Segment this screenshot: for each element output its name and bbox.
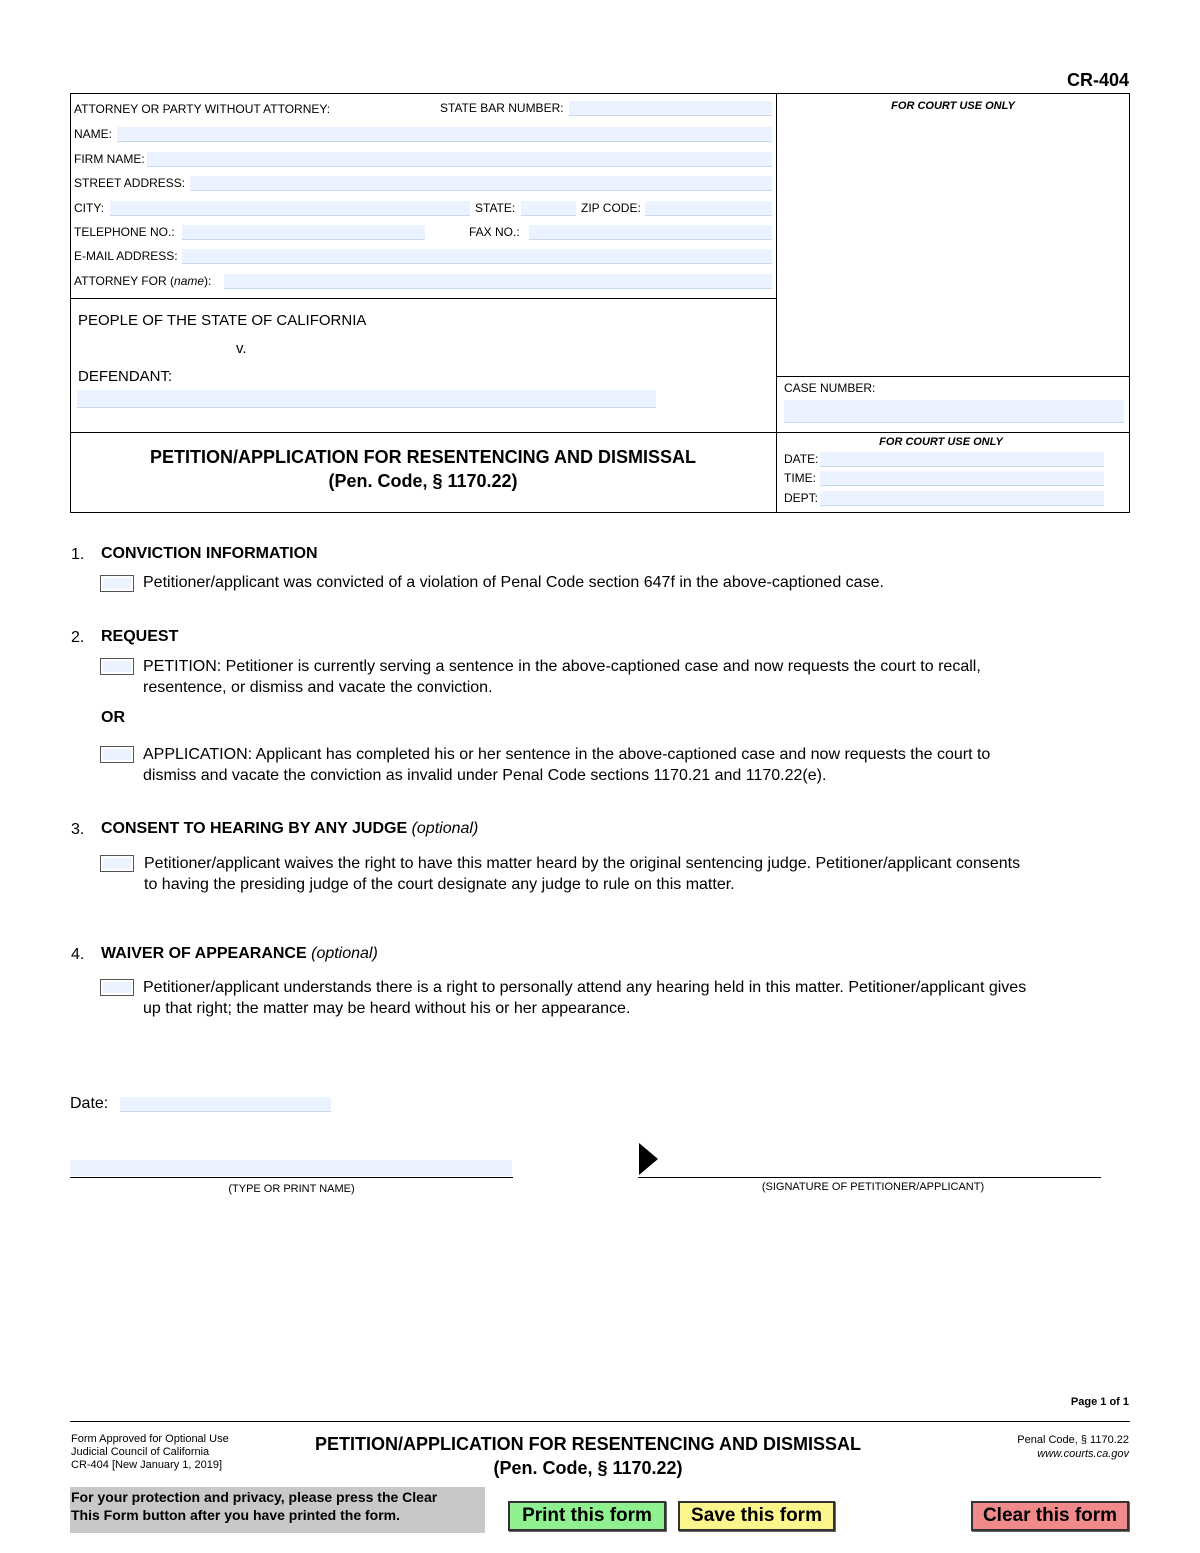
privacy-notice-line2: This Form button after you have printed the form. [71,1507,401,1523]
footer-left-info [71,1433,229,1472]
application-text-line2: dismiss and vacate the conviction as invalid under Penal Code sections 1170.21 and 1170.22(e). [143,767,827,784]
court-use-only-label-2: FOR COURT USE ONLY [879,436,1003,448]
form-number: CR-404 [1066,70,1129,90]
print-name-caption: (TYPE OR PRINT NAME) [228,1183,355,1195]
item4-title-text: WAIVER OF APPEARANCE [101,945,307,962]
item2-number: 2. [71,629,85,646]
state-label: STATE: [475,201,516,215]
attorney-bottom-rule [70,298,777,299]
privacy-notice-line1: For your protection and privacy, please press the Clear [71,1489,438,1505]
footer-title-line2: (Pen. Code, § 1170.22) [493,1458,683,1478]
application-text [143,744,990,786]
footer-right-line1: Penal Code, § 1170.22 [1017,1434,1129,1446]
footer-right-info [1017,1433,1129,1461]
item4-checkbox[interactable] [100,979,134,996]
firm-field[interactable] [147,152,772,167]
item4-text-line2: up that right; the matter may be heard without his or her appearance. [143,1000,631,1017]
case-number-field[interactable] [784,400,1124,423]
clear-form-button[interactable]: Clear this form [971,1501,1129,1531]
item3-title-text: CONSENT TO HEARING BY ANY JUDGE [101,820,408,837]
item1-text: Petitioner/applicant was convicted of a violation of Penal Code section 647f in the above-captioned case. [143,574,884,591]
hearing-dept-label: DEPT: [784,491,819,505]
item3-title [101,820,478,838]
footer-left-line2: Judicial Council of California [71,1446,210,1458]
title-top-rule [70,432,1130,433]
firm-label: FIRM NAME: [74,152,145,166]
attorney-for-suffix: ): [204,274,212,288]
item3-number: 3. [71,821,85,838]
hearing-dept-field[interactable] [820,491,1104,506]
hearing-date-field[interactable] [820,452,1104,467]
petition-text-line1: PETITION: Petitioner is currently serving a sentence in the above-captioned case and now requests the court to recall, [143,658,981,675]
or-label: OR [101,709,125,726]
versus-label: v. [236,340,247,357]
item1-checkbox[interactable] [100,575,134,592]
petition-text-line2: resentence, or dismiss and vacate the conviction. [143,679,493,696]
hearing-time-label: TIME: [784,471,816,485]
item3-optional: (optional) [411,820,479,837]
footer-left-line1: Form Approved for Optional Use [71,1433,229,1445]
item1-number: 1. [71,546,85,563]
application-text-line1: APPLICATION: Applicant has completed his or her sentence in the above-captioned case and now requests the court to [143,746,991,763]
court-use-only-label: FOR COURT USE ONLY [891,100,1015,112]
state-bar-label: STATE BAR NUMBER: [440,101,564,115]
attorney-for-name-italic: name [174,274,205,288]
save-form-button[interactable]: Save this form [678,1501,835,1531]
street-field[interactable] [190,176,772,191]
page-number: Page 1 of 1 [1070,1396,1129,1408]
attorney-label: ATTORNEY OR PARTY WITHOUT ATTORNEY: [74,102,331,116]
footer-left-line3: CR-404 [New January 1, 2019] [71,1459,223,1471]
signature-caption: (SIGNATURE OF PETITIONER/APPLICANT) [761,1181,985,1193]
defendant-label: DEFENDANT: [78,368,173,385]
print-name-rule [70,1177,513,1178]
caption-vertical-divider [776,93,777,513]
telephone-label: TELEPHONE NO.: [74,225,175,239]
footer-right-line2: www.courts.ca.gov [1037,1448,1129,1460]
print-form-button[interactable]: Print this form [508,1501,666,1531]
petition-text [143,656,981,698]
footer-title [250,1432,926,1480]
item4-number: 4. [71,946,85,963]
case-number-label: CASE NUMBER: [784,381,876,395]
footer-title-line1: PETITION/APPLICATION FOR RESENTENCING AND DISMISSAL [314,1434,862,1454]
item4-title [101,945,378,963]
attorney-for-prefix: ATTORNEY FOR ( [74,274,175,288]
item2-title: REQUEST [101,628,179,645]
item3-text-line1: Petitioner/applicant waives the right to have this matter heard by the original sentencing judge. Petitioner/applicant consents [144,855,1021,872]
item1-title: CONVICTION INFORMATION [101,545,318,562]
name-label: NAME: [74,127,113,141]
case-number-top-rule [776,376,1130,377]
street-label: STREET ADDRESS: [74,176,186,190]
print-name-field[interactable] [70,1160,512,1176]
city-label: CITY: [74,201,105,215]
signature-date-label: Date: [70,1095,109,1112]
attorney-for-label [74,274,211,288]
form-title-line1: PETITION/APPLICATION FOR RESENTENCING AND DISMISSAL [149,447,697,467]
defendant-field[interactable] [77,390,656,408]
privacy-notice [70,1487,485,1533]
item3-checkbox[interactable] [100,855,134,872]
application-checkbox[interactable] [100,746,134,763]
signature-rule [638,1177,1101,1178]
signature-date-field[interactable] [120,1097,331,1112]
city-field[interactable] [110,201,470,216]
hearing-date-label: DATE: [784,452,819,466]
name-field[interactable] [117,127,772,142]
people-label: PEOPLE OF THE STATE OF CALIFORNIA [78,312,367,329]
fax-field[interactable] [529,225,772,240]
footer-rule [70,1421,1130,1422]
telephone-field[interactable] [182,225,425,240]
item3-text-line2: to having the presiding judge of the court designate any judge to rule on this matter. [144,876,735,893]
item4-text-line1: Petitioner/applicant understands there is a right to personally attend any hearing held in this matter. Petitioner/applicant gives [143,979,1027,996]
item4-text [143,977,1026,1019]
item3-text [144,853,1020,895]
form-title-line2: (Pen. Code, § 1170.22) [328,471,518,491]
email-label: E-MAIL ADDRESS: [74,249,178,263]
item4-optional: (optional) [311,945,378,962]
zip-field[interactable] [645,201,772,216]
petition-checkbox[interactable] [100,658,134,675]
form-title [70,445,776,493]
hearing-time-field[interactable] [820,471,1104,486]
zip-label: ZIP CODE: [581,201,641,215]
email-field[interactable] [182,249,772,264]
state-field[interactable] [521,201,576,216]
fax-label: FAX NO.: [469,225,520,239]
attorney-for-field[interactable] [224,274,772,289]
state-bar-field[interactable] [569,101,772,116]
signature-arrow-icon [639,1143,658,1175]
